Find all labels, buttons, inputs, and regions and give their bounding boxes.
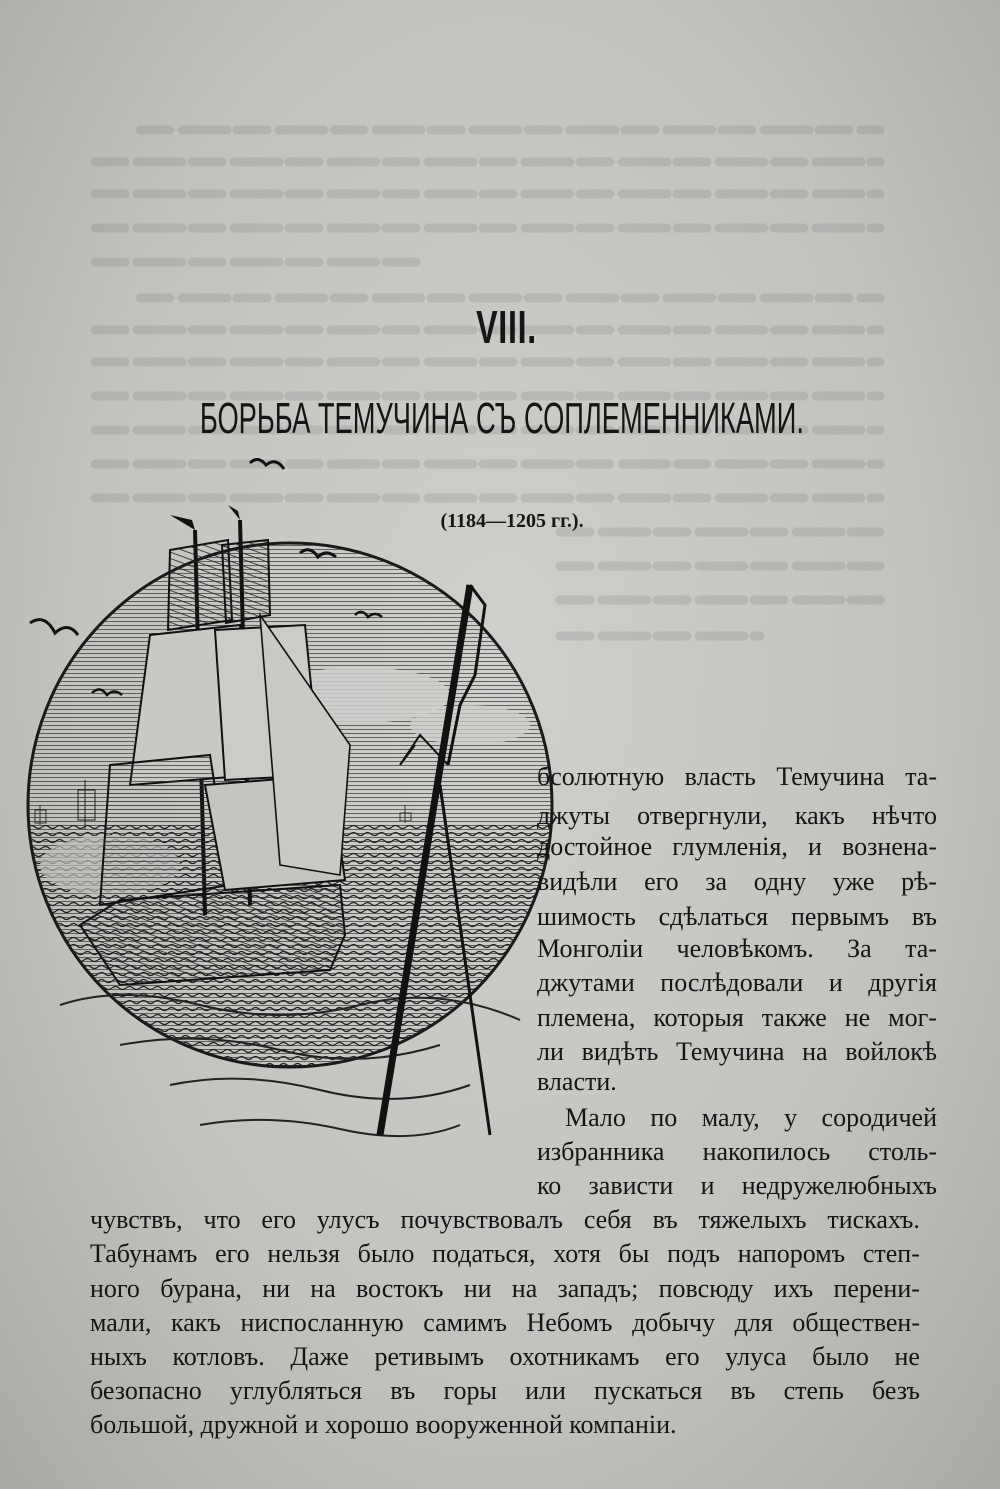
- text-line: племена, которыя также не мог-: [537, 1003, 937, 1032]
- chapter-number: VIII.: [476, 301, 537, 353]
- text-line: ного бурана, ни на востокъ ни на западъ; повсюду ихъ перени-: [90, 1274, 920, 1303]
- text-line: видѣли его за одну уже рѣ-: [537, 867, 937, 896]
- text-line: большой, дружной и хорошо вооруженной компаніи.: [90, 1410, 677, 1439]
- chapter-title: БОРЬБА ТЕМУЧИНА СЪ СОПЛЕМЕННИКАМИ.: [199, 394, 804, 443]
- chapter-years: (1184—1205 гг.).: [440, 510, 584, 532]
- text-line: джутами послѣдовали и другія: [537, 968, 937, 997]
- text-line: ко зависти и недружелюбныхъ: [537, 1171, 937, 1200]
- text-line: достойное глумленія, и вознена-: [537, 832, 937, 861]
- text-line: ли видѣть Темучина на войлокѣ: [537, 1037, 937, 1066]
- text-line: избранника накопилось столь-: [537, 1137, 937, 1166]
- text-line: шимость сдѣлаться первымъ въ: [537, 902, 937, 931]
- text-line: ныхъ котловъ. Даже ретивымъ охотникамъ его улуса было не: [90, 1342, 920, 1371]
- text-line: Мало по малу, у сородичей: [565, 1103, 937, 1132]
- text-line: безопасно углубляться въ горы или пускаться въ степь безъ: [90, 1376, 920, 1405]
- text-line: чувствъ, что его улусъ почувствовалъ себя въ тяжелыхъ тискахъ.: [90, 1205, 920, 1234]
- text-line: Монголіи человѣкомъ. За та-: [537, 934, 937, 963]
- text-line: Табунамъ его нельзя было податься, хотя бы подъ напоромъ степ-: [90, 1239, 920, 1268]
- text-line: мали, какъ ниспосланную самимъ Небомъ добычу для обществен-: [90, 1308, 920, 1337]
- text-line: джуты отвергнули, какъ нѣчто: [537, 801, 937, 830]
- text-line: бсолютную власть Темучина та-: [537, 762, 937, 791]
- ship-vignette-icon: [0, 445, 560, 1200]
- text-line: власти.: [537, 1067, 617, 1096]
